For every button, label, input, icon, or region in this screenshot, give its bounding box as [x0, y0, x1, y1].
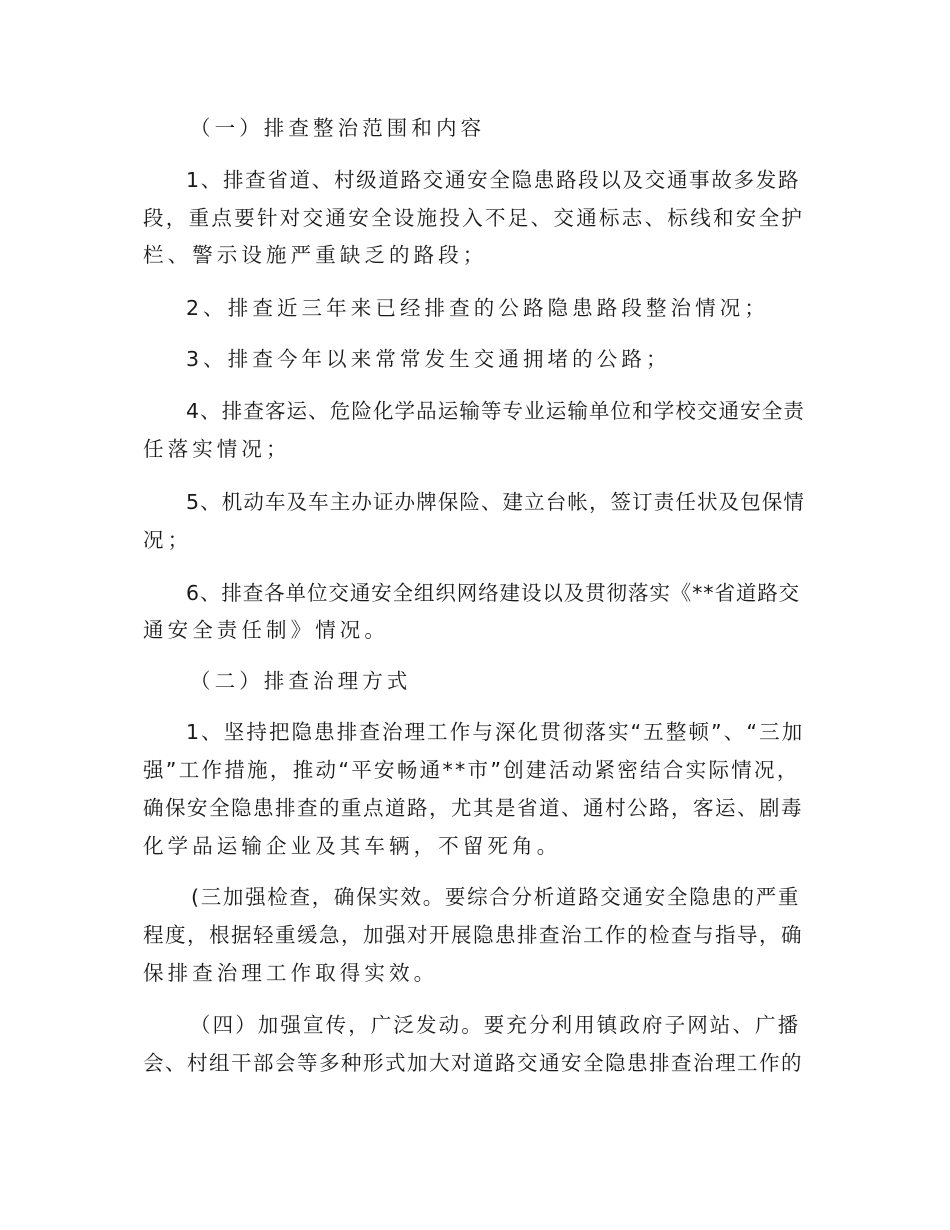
paragraph-line: 1、排查省道、村级道路交通安全隐患路段以及交通事故多发路 — [186, 168, 801, 192]
paragraph-line: 强”工作措施，推动“平安畅通**市”创建活动紧密结合实际情况， — [143, 758, 800, 782]
paragraph-line: (三加强检查，确保实效。要综合分析道路交通安全隐患的严重 — [191, 885, 801, 909]
paragraph-line: 通安全责任制》情况。 — [143, 618, 389, 642]
paragraph-line: 确保安全隐患排查的重点道路，尤其是省道、通村公路，客运、剧毒 — [143, 796, 803, 820]
section-heading-2: （二）排查治理方式 — [190, 669, 412, 693]
paragraph-line: 程度，根据轻重缓急，加强对开展隐患排查治工作的检查与指导，确 — [143, 923, 803, 947]
paragraph-line: 会、村组干部会等多种形式加大对道路交通安全隐患排查治理工作的 — [143, 1051, 803, 1075]
paragraph-line: 况； — [143, 528, 193, 552]
paragraph-line: 2、排查近三年来已经排查的公路隐患路段整治情况； — [186, 296, 769, 320]
paragraph-line: 5、机动车及车主办证办牌保险、建立台帐，签订责任状及包保情 — [186, 490, 805, 514]
paragraph-line: 3、排查今年以来常常发生交通拥堵的公路； — [186, 347, 671, 371]
paragraph-line: 任落实情况； — [143, 437, 291, 461]
paragraph-line: 段，重点要针对交通安全设施投入不足、交通标志、标线和安全护 — [143, 206, 805, 230]
paragraph-line: （四）加强宣传，广泛发动。要充分利用镇政府子网站、广播 — [190, 1013, 801, 1037]
paragraph-line: 4、排查客运、危险化学品运输等专业运输单位和学校交通安全责 — [186, 399, 805, 423]
paragraph-line: 6、排查各单位交通安全组织网络建设以及贯彻落实《**省道路交 — [186, 581, 801, 605]
paragraph-line: 化学品运输企业及其车辆，不留死角。 — [143, 834, 562, 858]
paragraph-line: 1、坚持把隐患排查治理工作与深化贯彻落实“五整顿”、“三加 — [186, 720, 805, 744]
paragraph-line: 保排查治理工作取得实效。 — [143, 961, 439, 985]
section-heading-1: （一）排查整治范围和内容 — [190, 116, 486, 140]
paragraph-line: 栏、警示设施严重缺乏的路段； — [143, 243, 488, 267]
